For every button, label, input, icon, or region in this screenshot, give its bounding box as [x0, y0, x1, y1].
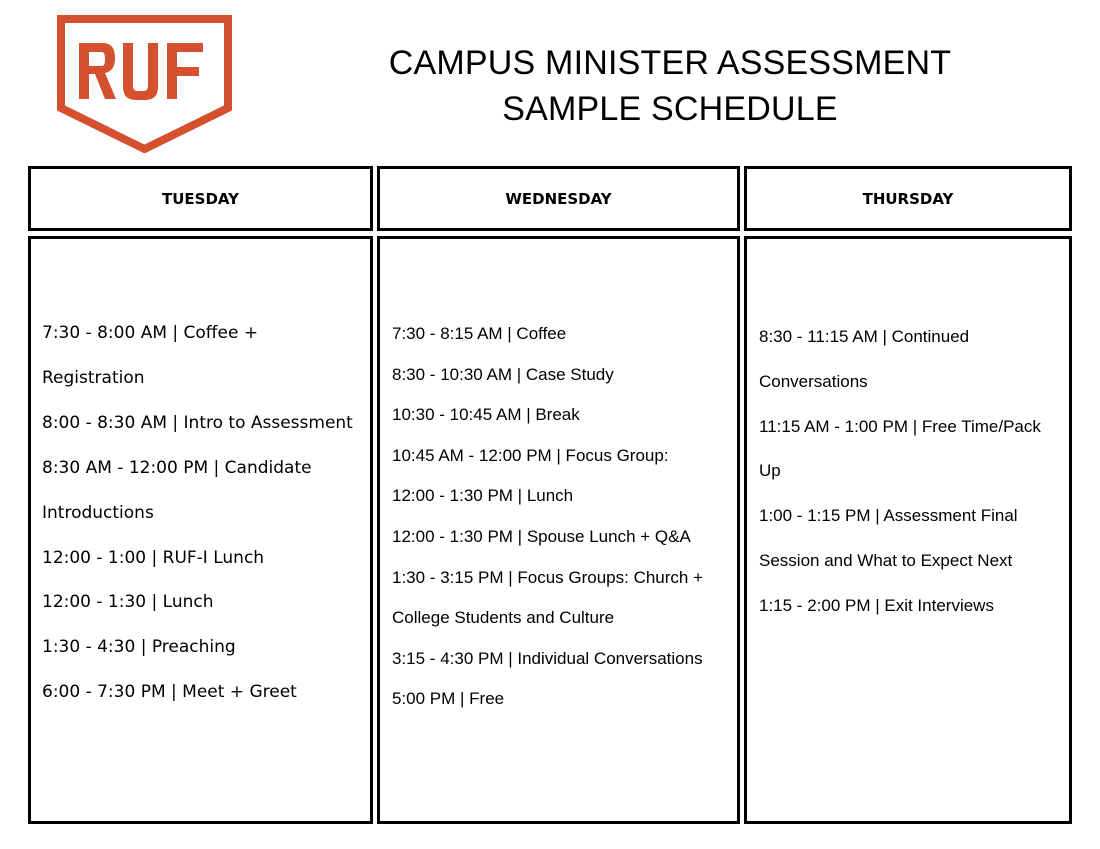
schedule-item: 8:30 - 11:15 AM | Continued Conversations [759, 327, 970, 391]
schedule-column-tuesday [28, 236, 373, 824]
schedule-item: 10:30 - 10:45 AM | Break [392, 405, 580, 425]
schedule-item: 5:00 PM | Free [392, 689, 505, 709]
schedule-list [392, 314, 732, 720]
title-line-1: CAMPUS MINISTER ASSESSMENT [388, 44, 952, 82]
schedule-column-wednesday [377, 236, 740, 824]
schedule-item: 8:30 - 10:30 AM | Case Study [392, 364, 614, 384]
schedule-item: 8:30 AM - 12:00 PM | Candidate Introductions [42, 457, 312, 523]
schedule-item: 12:00 - 1:30 | Lunch [42, 592, 214, 613]
schedule-column-thursday [744, 236, 1072, 824]
schedule-list [759, 315, 1064, 629]
schedule-item: 12:00 - 1:30 PM | Spouse Lunch + Q&A [392, 526, 691, 546]
schedule-item: 8:00 - 8:30 AM | Intro to Assessment [42, 412, 353, 433]
day-header-thursday: THURSDAY [744, 166, 1072, 231]
day-header-tuesday: TUESDAY [28, 166, 373, 231]
schedule-item: 12:00 - 1:30 PM | Lunch [392, 486, 574, 506]
day-header-wednesday: WEDNESDAY [377, 166, 740, 231]
schedule-item: 3:15 - 4:30 PM | Individual Conversations [392, 648, 703, 668]
ruf-shield-icon [57, 15, 232, 153]
schedule-item: 1:30 - 4:30 | Preaching [42, 637, 236, 658]
schedule-item: 1:00 - 1:15 PM | Assessment Final Session and What to Expect Next [759, 506, 1018, 570]
ruf-logo [57, 15, 232, 153]
schedule-item: 12:00 - 1:00 | RUF-I Lunch [42, 547, 265, 568]
title-line-2: SAMPLE SCHEDULE [502, 90, 838, 128]
schedule-item: 1:30 - 3:15 PM | Focus Groups: Church + College Students and Culture [392, 567, 704, 628]
schedule-item: 7:30 - 8:15 AM | Coffee [392, 324, 567, 343]
schedule-item: 11:15 AM - 1:00 PM | Free Time/Pack Up [759, 416, 1041, 481]
schedule-list [42, 311, 364, 715]
schedule-item: 7:30 - 8:00 AM | Coffee + Registration [42, 323, 259, 388]
schedule-item: 6:00 - 7:30 PM | Meet + Greet [42, 682, 297, 703]
schedule-item: 1:15 - 2:00 PM | Exit Interviews [759, 595, 994, 615]
schedule-item: 10:45 AM - 12:00 PM | Focus Group: [392, 445, 669, 465]
page-title [380, 40, 960, 132]
